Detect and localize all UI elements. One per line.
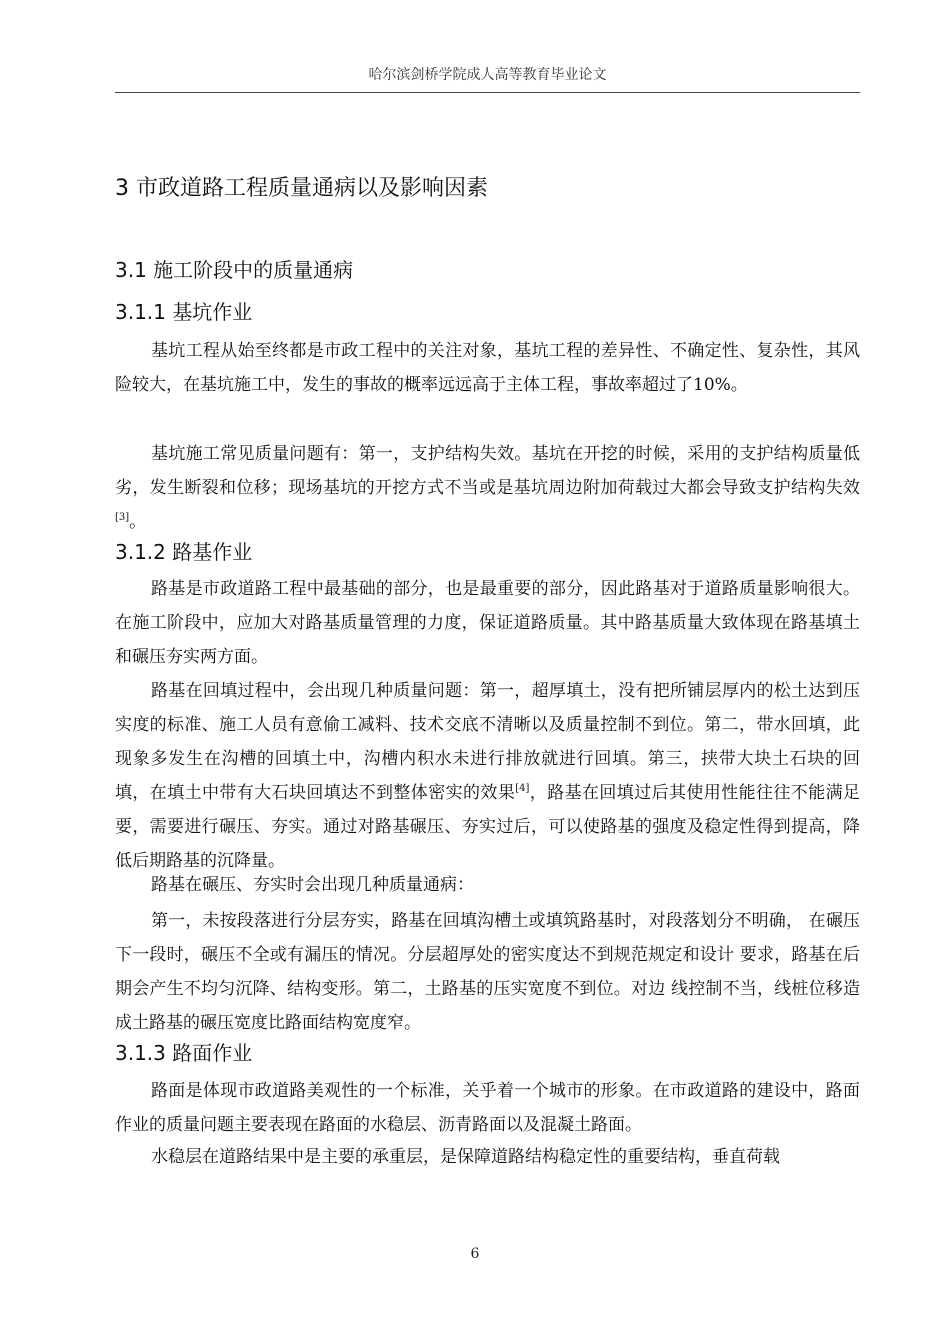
paragraph-text: 路基是市政道路工程中最基础的部分，也是最重要的部分，因此路基对于道路质量影响很大。在施工阶段中，应加大对路基质量管理的力度，保证道路质量。其中路基质量大致体现在路基填土和碾压夯实两方面。 [115, 579, 860, 667]
citation-ref: [4] [515, 783, 530, 794]
header-divider [115, 92, 860, 93]
paragraph-text: 路面是体现市政道路美观性的一个标准，关乎着一个城市的形象。在市政道路的建设中，路面作业的质量问题主要表现在路面的水稳层、沥青路面以及混凝土路面。 [115, 1081, 860, 1135]
section-title-3-1: 3.1 施工阶段中的质量通病 [115, 258, 354, 282]
paragraph-foundation-pit-2 [115, 437, 860, 539]
section-title-3-1-3: 3.1.3 路面作业 [115, 1041, 253, 1065]
paragraph-pavement-1 [115, 1074, 860, 1142]
paragraph-text: 。 [129, 512, 147, 532]
page-number: 6 [470, 1246, 480, 1262]
section-title-3-1-2: 3.1.2 路基作业 [115, 540, 253, 564]
paragraph-subgrade-3 [115, 868, 860, 902]
paragraph-subgrade-1 [115, 572, 860, 674]
page-header: 哈尔滨剑桥学院成人高等教育毕业论文 [368, 67, 607, 83]
paragraph-subgrade-2 [115, 674, 860, 878]
paragraph-text: 路基在碾压、夯实时会出现几种质量通病： [151, 875, 474, 895]
paragraph-foundation-pit-1 [115, 334, 860, 402]
citation-ref: [3] [115, 512, 130, 523]
section-title-3-1-1: 3.1.1 基坑作业 [115, 300, 253, 324]
paragraph-text: 水稳层在道路结果中是主要的承重层，是保障道路结构稳定性的重要结构，垂直荷载 [151, 1147, 780, 1167]
paragraph-text: 第一，未按段落进行分层夯实，路基在回填沟槽土或填筑路基时，对段落划分不明确， 在碾压下一段时，碾压不全或有漏压的情况。分层超厚处的密实度达不到规范规定和设计 要求，路基在后期会产生不均匀沉降、结构变形。第二，土路基的压实宽度不到位。对边 线控制不当，线桩位移造成土路基的碾压宽度比路面结构宽度窄。 [115, 911, 860, 1033]
paragraph-text: ，路基在回填过后其使用性能往往不能满足要，需要进行碾压、夯实。通过对路基碾压、夯实过后，可以使路基的强度及稳定性得到提高，降低后期路基的沉降量。 [115, 783, 861, 871]
paragraph-text: 路基在回填过程中，会出现几种质量问题：第一，超厚填土，没有把所铺层厚内的松土达到压实度的标准、施工人员有意偷工减料、技术交底不清晰以及质量控制不到位。第二，带水回填，此现象多发生在沟槽的回填土中，沟槽内积水未进行排放就进行回填。第三，挟带大块土石块的回填，在填土中带有大石块回填达不到整体密实的效果 [115, 681, 860, 803]
paragraph-subgrade-4 [115, 904, 860, 1040]
paragraph-text: 基坑工程从始至终都是市政工程中的关注对象，基坑工程的差异性、不确定性、复杂性，其风险较大，在基坑施工中，发生的事故的概率远远高于主体工程，事故率超过了10%。 [115, 341, 860, 395]
paragraph-pavement-2 [115, 1140, 860, 1174]
paragraph-text: 基坑施工常见质量问题有：第一，支护结构失效。基坑在开挖的时候，采用的支护结构质量低劣，发生断裂和位移；现场基坑的开挖方式不当或是基坑周边附加荷载过大都会导致支护结构失效 [115, 444, 860, 498]
chapter-title: 3 市政道路工程质量通病以及影响因素 [115, 176, 488, 201]
